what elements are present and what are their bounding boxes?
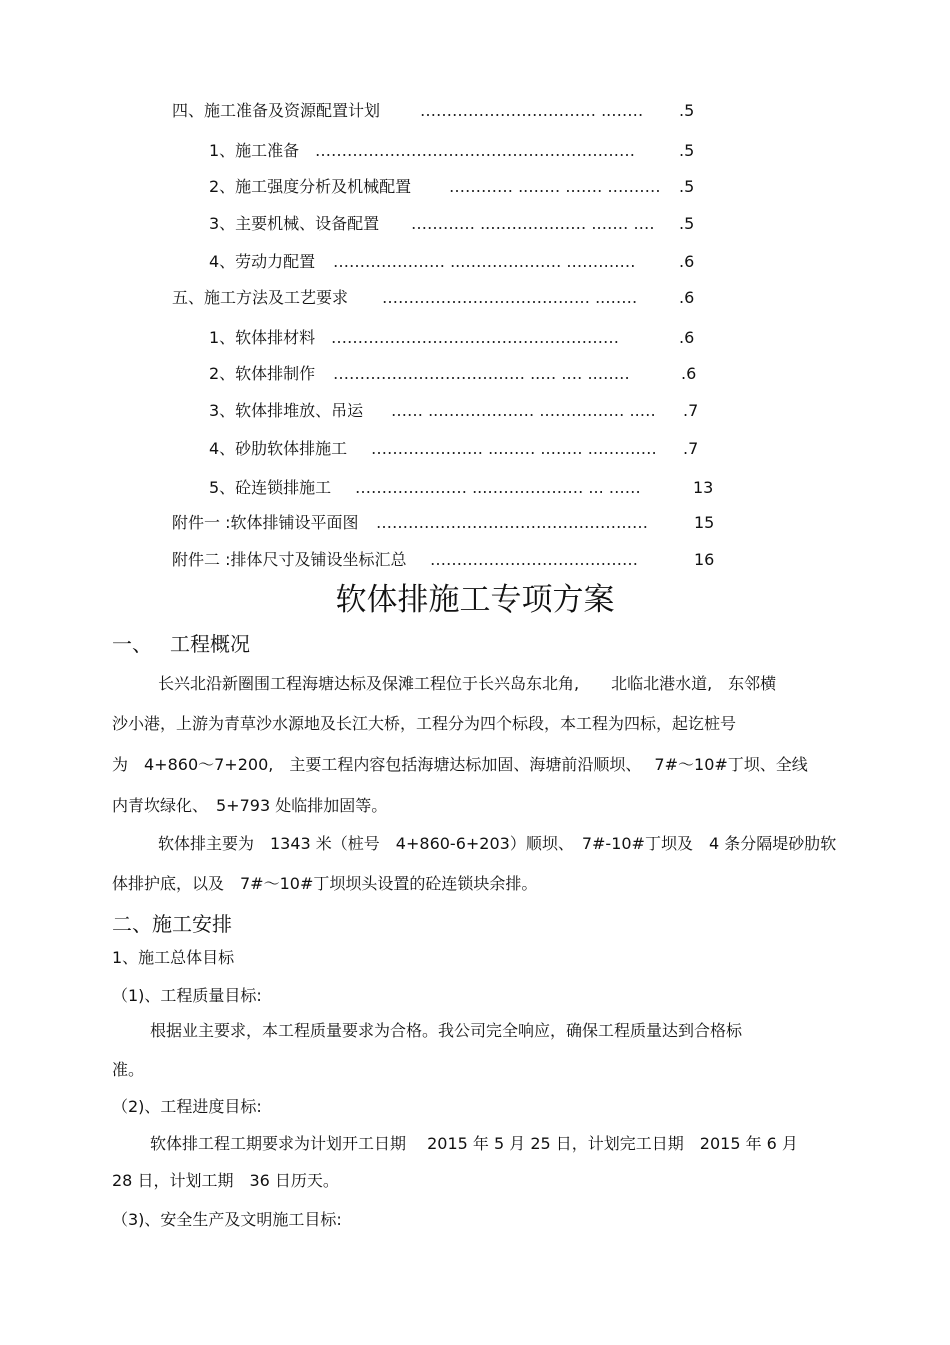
toc-page: 13 bbox=[693, 478, 714, 497]
toc-page: .6 bbox=[679, 288, 695, 307]
toc-leader: ……………………………………………… bbox=[331, 328, 619, 347]
toc-page: .5 bbox=[679, 101, 695, 120]
paragraph-line: 软体排工程工期要求为计划开工日期 2015 年 5 月 25 日，计划完工日期 2015 年 6 月 bbox=[150, 1134, 798, 1153]
document-title: 软体排施工专项方案 bbox=[335, 582, 615, 618]
paragraph-line: 软体排主要为 1343 米（桩号 4+860-6+203）顺坝、 7#-10#丁坝及 4 条分隔堤砂肋软 bbox=[158, 834, 837, 853]
toc-title: 3、主要机械、设备配置 bbox=[209, 214, 380, 233]
toc-title: 1、软体排材料 bbox=[209, 328, 316, 347]
toc-title: 4、劳动力配置 bbox=[209, 252, 316, 271]
toc-entry[interactable] bbox=[209, 438, 699, 460]
toc-entry[interactable] bbox=[209, 363, 699, 385]
toc-leader: …… ..……………… .…………… ..… bbox=[391, 401, 656, 420]
toc-page: .7 bbox=[683, 401, 699, 420]
toc-leader: …………………………… ..…… bbox=[420, 101, 644, 120]
toc-leader: ………………………………… bbox=[430, 550, 638, 569]
toc-title: 附件一 :软体排铺设平面图 bbox=[172, 513, 359, 532]
toc-leader: ………………………………… ..…… bbox=[382, 288, 638, 307]
toc-page: .5 bbox=[679, 141, 695, 160]
toc-entry[interactable] bbox=[172, 100, 697, 122]
toc-title: 3、软体排堆放、吊运 bbox=[209, 401, 364, 420]
subsection-title: 1、施工总体目标 bbox=[112, 948, 235, 967]
toc-page: .6 bbox=[679, 328, 695, 347]
toc-entry[interactable] bbox=[172, 287, 697, 309]
toc-entry[interactable] bbox=[209, 251, 699, 273]
toc-title: 1、施工准备 bbox=[209, 141, 300, 160]
toc-entry[interactable] bbox=[209, 213, 699, 235]
toc-title: 2、施工强度分析及机械配置 bbox=[209, 177, 412, 196]
toc-leader: …………………………………………… bbox=[376, 513, 648, 532]
toc-entry[interactable] bbox=[209, 176, 699, 198]
toc-title: 2、软体排制作 bbox=[209, 364, 316, 383]
toc-title: 四、施工准备及资源配置计划 bbox=[172, 101, 381, 120]
toc-leader: ………………… ...…… ..…… .………… bbox=[371, 439, 657, 458]
paragraph-line: 内青坎绿化、 5+793 处临排加固等。 bbox=[112, 796, 388, 815]
toc-leader: ………… ..……………… .…… .… bbox=[411, 214, 655, 233]
toc-leader: …………………………………………………… bbox=[315, 141, 635, 160]
toc-page: .6 bbox=[681, 364, 697, 383]
toc-entry[interactable] bbox=[172, 512, 717, 534]
section-heading: 二、施工安排 bbox=[112, 912, 232, 936]
safety-target-label: （3)、安全生产及文明施工目标: bbox=[112, 1210, 342, 1229]
toc-page: .7 bbox=[683, 439, 699, 458]
paragraph-line: 长兴北沿新圈围工程海塘达标及保滩工程位于长兴岛东北角, 北临北港水道, 东邻横 bbox=[158, 674, 777, 693]
toc-entry[interactable] bbox=[172, 549, 717, 571]
paragraph-line: 准。 bbox=[112, 1060, 145, 1079]
toc-entry[interactable] bbox=[209, 477, 714, 499]
paragraph-line: 体排护底，以及 7#～10#丁坝坝头设置的砼连锁块余排。 bbox=[112, 874, 538, 893]
section-title: 工程概况 bbox=[170, 632, 250, 656]
section-heading bbox=[112, 630, 250, 658]
toc-page: 16 bbox=[694, 550, 715, 569]
quality-target-label: （1)、工程质量目标: bbox=[112, 986, 262, 1005]
toc-leader: ………………… ...……………… .………… bbox=[333, 252, 636, 271]
paragraph-line: 为 4+860～7+200, 主要工程内容包括海塘达标加固、海塘前沿顺坝、 7#～10#丁坝、全线 bbox=[112, 755, 808, 774]
paragraph-line: 沙小港，上游为青草沙水源地及长江大桥，工程分为四个标段，本工程为四标，起讫桩号 bbox=[112, 714, 737, 733]
toc-title: 4、砂肋软体排施工 bbox=[209, 439, 348, 458]
toc-entry[interactable] bbox=[209, 327, 699, 349]
toc-entry[interactable] bbox=[209, 400, 699, 422]
schedule-target-label: （2)、工程进度目标: bbox=[112, 1097, 262, 1116]
section-number: 一、 bbox=[112, 632, 152, 656]
toc-title: 5、砼连锁排施工 bbox=[209, 478, 332, 497]
toc-title: 五、施工方法及工艺要求 bbox=[172, 288, 349, 307]
toc-entry[interactable] bbox=[209, 140, 699, 162]
toc-leader: ………………… ...……………… ... …… bbox=[355, 478, 641, 497]
toc-leader: ………… ..…… .…… .……… bbox=[449, 177, 661, 196]
paragraph-line: 28 日，计划工期 36 日历天。 bbox=[112, 1171, 339, 1190]
toc-title: 附件二 :排体尺寸及铺设坐标汇总 bbox=[172, 550, 407, 569]
paragraph-line: 根据业主要求，本工程质量要求为合格。我公司完全响应，确保工程质量达到合格标 bbox=[150, 1021, 743, 1040]
toc-page: .5 bbox=[679, 214, 695, 233]
toc-page: .5 bbox=[679, 177, 695, 196]
toc-page: 15 bbox=[694, 513, 715, 532]
toc-page: .6 bbox=[679, 252, 695, 271]
toc-leader: ……………………………… ..… .… ..…… bbox=[333, 364, 630, 383]
